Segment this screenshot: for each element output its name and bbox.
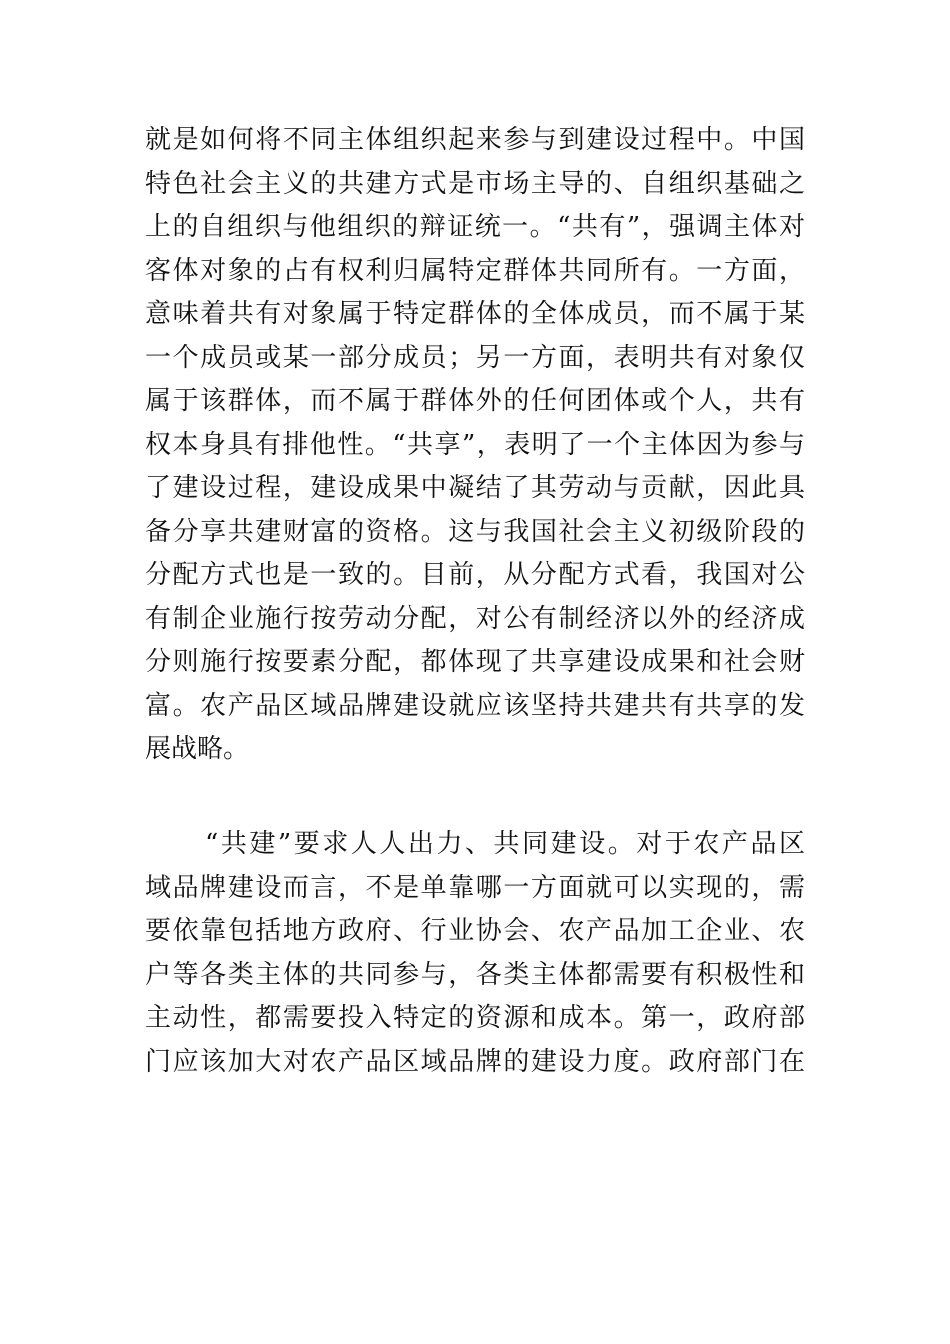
text-line: 意味着共有对象属于特定群体的全体成员，而不属于某: [145, 299, 805, 329]
text-line: 权本身具有排他性。“共享”，表明了一个主体因为参与: [145, 429, 805, 460]
text-line: 属于该群体，而不属于群体外的任何团体或个人，共有: [145, 386, 805, 416]
text-line: 分配方式也是一致的。目前，从分配方式看，我国对公: [145, 560, 805, 590]
text-line: 门应该加大对农产品区域品牌的建设力度。政府部门在: [145, 1046, 805, 1077]
text-line: 展战略。: [145, 734, 250, 764]
text-line: 域品牌建设而言，不是单靠哪一方面就可以实现的，需: [145, 872, 805, 903]
text-line: 主动性，都需要投入特定的资源和成本。第一，政府部: [145, 1003, 805, 1033]
text-line: 就是如何将不同主体组织起来参与到建设过程中。中国: [145, 125, 805, 155]
text-line: 有制企业施行按劳动分配，对公有制经济以外的经济成: [145, 603, 805, 634]
text-line: 富。农产品区域品牌建设就应该坚持共建共有共享的发: [145, 690, 805, 721]
paragraph-1: [145, 119, 805, 772]
text-line: “共建”要求人人出力、共同建设。对于农产品区: [205, 829, 805, 859]
text-line: 分则施行按要素分配，都体现了共享建设成果和社会财: [145, 647, 805, 677]
text-line: 特色社会主义的共建方式是市场主导的、自组织基础之: [145, 168, 805, 199]
paragraph-2: [145, 823, 805, 1084]
text-line: 户等各类主体的共同参与，各类主体都需要有积极性和: [145, 959, 805, 990]
text-line: 上的自组织与他组织的辩证统一。“共有”，强调主体对: [145, 212, 805, 242]
text-line: 要依靠包括地方政府、行业协会、农产品加工企业、农: [145, 916, 805, 946]
text-line: 客体对象的占有权利归属特定群体共同所有。一方面，: [145, 255, 805, 286]
text-line: 了建设过程，建设成果中凝结了其劳动与贡献，因此具: [145, 473, 805, 503]
text-line: 一个成员或某一部分成员；另一方面，表明共有对象仅: [145, 342, 805, 373]
text-line: 备分享共建财富的资格。这与我国社会主义初级阶段的: [145, 516, 805, 547]
